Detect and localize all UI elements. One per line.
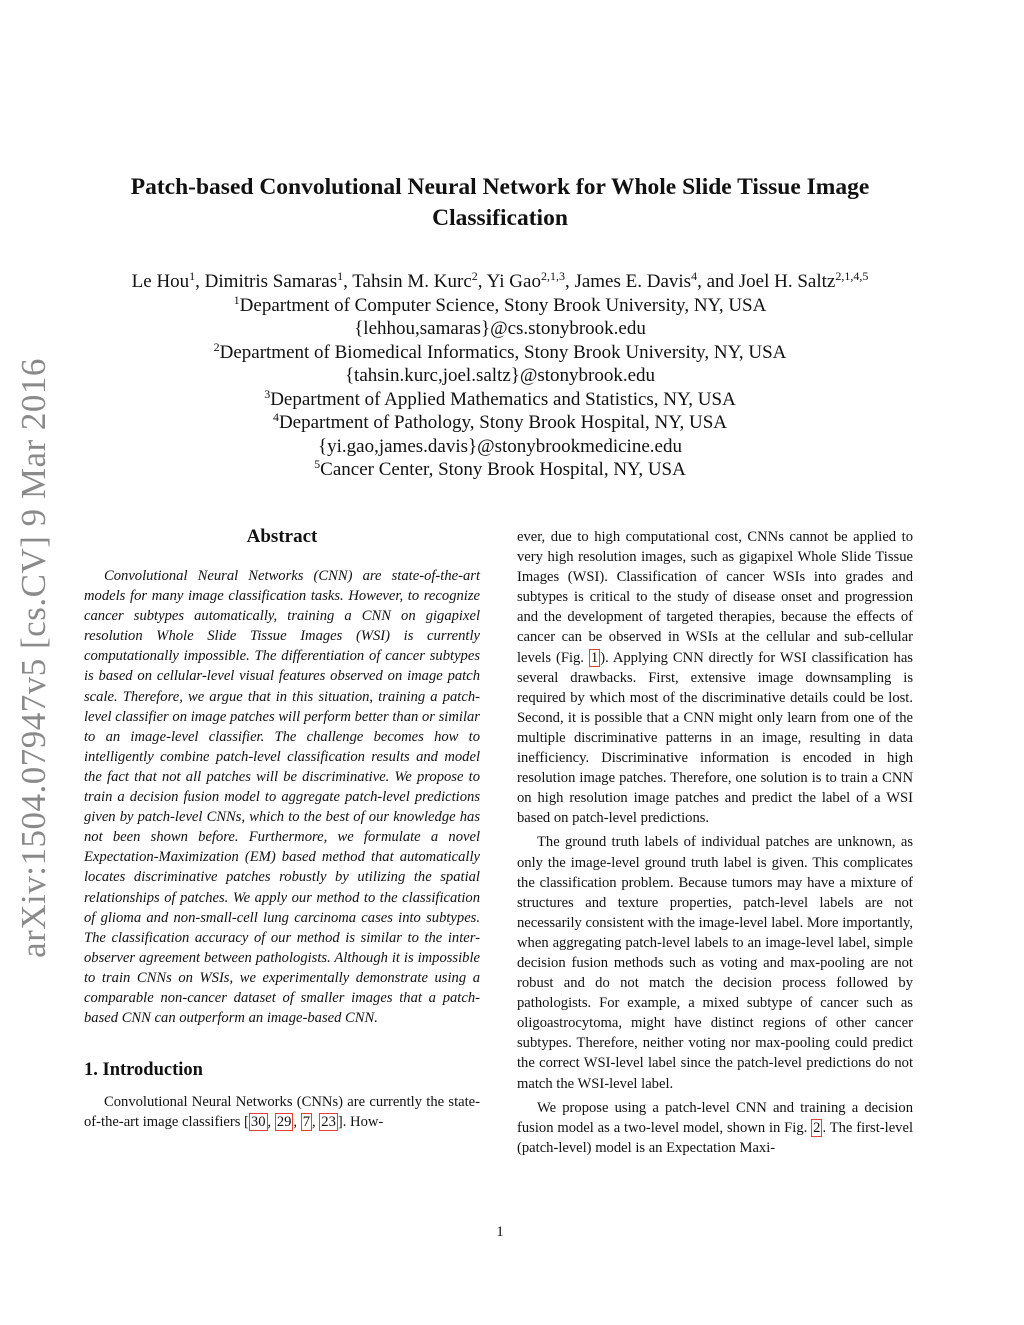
affiliation-marker: 4 xyxy=(691,269,698,283)
paragraph-text: . The first-level (patch-level) model is an Expectation Maxi- xyxy=(517,1119,913,1156)
right-column xyxy=(517,527,913,1158)
affiliation-marker: 3 xyxy=(264,386,271,401)
affiliation-text: Department of Computer Science, Stony Brook University, NY, USA xyxy=(239,294,767,316)
abstract-heading: Abstract xyxy=(246,526,318,547)
citation-link[interactable]: 30 xyxy=(250,1114,266,1131)
affiliation-marker: 2,1,3 xyxy=(540,269,565,283)
author-name: , Tahsin M. Kurc xyxy=(343,271,472,292)
affiliation-marker: 1 xyxy=(189,269,196,283)
email-1: {lehhou,samaras}@cs.stonybrook.edu xyxy=(354,318,646,339)
intro-paragraph-1: Convolutional Neural Networks (CNNs) are currently the state-of-the-art image classifiers [ 30 , 29 , 7 , 23 ]. How- xyxy=(84,1094,480,1131)
intro-paragraph-1-continued xyxy=(517,527,913,828)
section-heading-introduction: 1. Introduction xyxy=(84,1060,203,1081)
figure-link[interactable]: 1 xyxy=(590,649,599,666)
citation-link[interactable]: 23 xyxy=(321,1114,336,1131)
title-line-1: Patch-based Convolutional Neural Network for Whole Slide Tissue Image xyxy=(130,174,870,200)
paragraph-text: We propose using a patch-level CNN and training a decision fusion model as a two-level model, shown in Fig. xyxy=(517,1099,913,1136)
paragraph-text: Convolutional Neural Networks (CNNs) are currently the state-of-the-art image classifiers [ xyxy=(84,1094,480,1131)
paper-title xyxy=(100,172,900,234)
figure-link[interactable]: 2 xyxy=(813,1119,821,1136)
author-name: , James E. Davis xyxy=(564,271,692,292)
title-line-2: Classification xyxy=(432,205,568,231)
paragraph-text: ). Applying CNN directly for WSI classification has several drawbacks. First, extensive image downsampling is required by which most of the discriminative details could be lost. Second, it is possible that a CNN might only learn from one of the multiple discriminative patterns in an image, resulting in data inefficiency. Discriminative information is encoded in high resolution image patches. Therefore, one solution is to train a CNN on high resolution image patches and predict the label of a WSI based on patch-level predictions. xyxy=(517,649,913,827)
affiliation-marker: 1 xyxy=(337,269,344,283)
affiliation-text: Department of Biomedical Informatics, Stony Brook University, NY, USA xyxy=(219,341,787,363)
affiliation-text: Department of Applied Mathematics and Statistics, NY, USA xyxy=(270,388,736,410)
affiliation-text: Department of Pathology, Stony Brook Hospital, NY, USA xyxy=(278,412,728,433)
intro-paragraph-3 xyxy=(517,1098,913,1158)
paragraph-text: ]. How- xyxy=(337,1114,384,1131)
email-3: {yi.gao,james.davis}@stonybrookmedicine.edu xyxy=(318,435,682,457)
author-name: , Dimitris Samaras xyxy=(195,271,338,292)
affiliation-2 xyxy=(60,341,940,365)
email-2: {tahsin.kurc,joel.saltz}@stonybrook.edu xyxy=(344,365,656,386)
intro-paragraph-2: The ground truth labels of individual patches are unknown, as only the image-level ground truth label is given. This complicates the classification problem. Because tumors may have a mixture of structures and texture properties, patch-level labels are not necessarily consistent with the image-level label. More importantly, when aggregating patch-level labels to an image-level label, simple decision fusion methods such as voting and max-pooling are not robust and do not match the decision process followed by pathologists. For example, a mixed subtype of cancer such as oligoastrocytoma, might have distinct regions of other cancer subtypes. Therefore, neither voting nor max-pooling could predict the correct WSI-level label since the patch-level predictions do not match the WSI-level label. xyxy=(517,834,913,1092)
affiliation-marker: 1 xyxy=(233,292,240,307)
affiliation-marker: 2,1,4,5 xyxy=(835,269,869,283)
author-list xyxy=(60,270,940,294)
citation-link[interactable]: 7 xyxy=(302,1114,310,1131)
abstract-text: Convolutional Neural Networks (CNN) are state-of-the-art models for many image classification tasks. However, to recognize cancer subtypes automatically, training a CNN on gigapixel resolution Whole Slide Tissue Images (WSI) is currently computationally impossible. The differentiation of cancer subtypes is based on cellular-level visual features observed on image patch scale. Therefore, we argue that in this situation, training a patch-level classifier on image patches will perform better than or similar to an image-level classifier. The challenge becomes how to intelligently combine patch-level classification results and model the fact that not all patches will be discriminative. We propose to train a decision fusion model to aggregate patch-level predictions given by patch-level CNNs, which to the best of our knowledge has not been shown before. Furthermore, we formulate a novel Expectation-Maximization (EM) based method that automatically locates discriminative patches robustly by utilizing the spatial relationships of patches. We apply our method to the classification of glioma and non-small-cell lung carcinoma cases into subtypes. The classification accuracy of our method is similar to the inter-observer agreement between pathologists. Although it is impossible to train CNNs on WSIs, we experimentally demonstrate using a comparable non-cancer dataset of smaller images that a patch-based CNN can outperform an image-based CNN. xyxy=(84,568,480,1027)
paragraph-text: ever, due to high computational cost, CNNs cannot be applied to very high resolution images, such as gigapixel Whole Slide Tissue Images (WSI). Classification of cancer WSIs into grades and subtypes is critical to the study of disease onset and progression and the development of targeted therapies, because the effects of cancer can be observed in WSIs at the cellular and sub-cellular levels (Fig. xyxy=(517,529,913,666)
affiliation-marker: 5 xyxy=(314,457,321,471)
affiliation-3 xyxy=(60,388,940,412)
citation-link[interactable]: 29 xyxy=(276,1114,292,1131)
page-number: 1 xyxy=(496,1224,504,1240)
affiliation-1 xyxy=(60,294,940,318)
affiliation-marker: 2 xyxy=(213,339,220,354)
author-block xyxy=(60,270,940,482)
affiliation-4 xyxy=(60,411,940,435)
affiliation-5 xyxy=(60,458,940,482)
arxiv-identifier-text: arXiv:1504.07947v5 [cs.CV] 9 Mar 2016 xyxy=(14,357,53,958)
affiliation-marker: 4 xyxy=(272,410,279,424)
arxiv-identifier xyxy=(4,355,64,960)
left-column xyxy=(84,524,480,1132)
affiliation-marker: 2 xyxy=(471,269,478,283)
author-name: , and Joel H. Saltz xyxy=(697,271,836,292)
affiliation-text: Cancer Center, Stony Brook Hospital, NY, USA xyxy=(320,459,686,480)
author-name: Le Hou xyxy=(131,271,190,292)
author-name: , Yi Gao xyxy=(477,271,541,292)
